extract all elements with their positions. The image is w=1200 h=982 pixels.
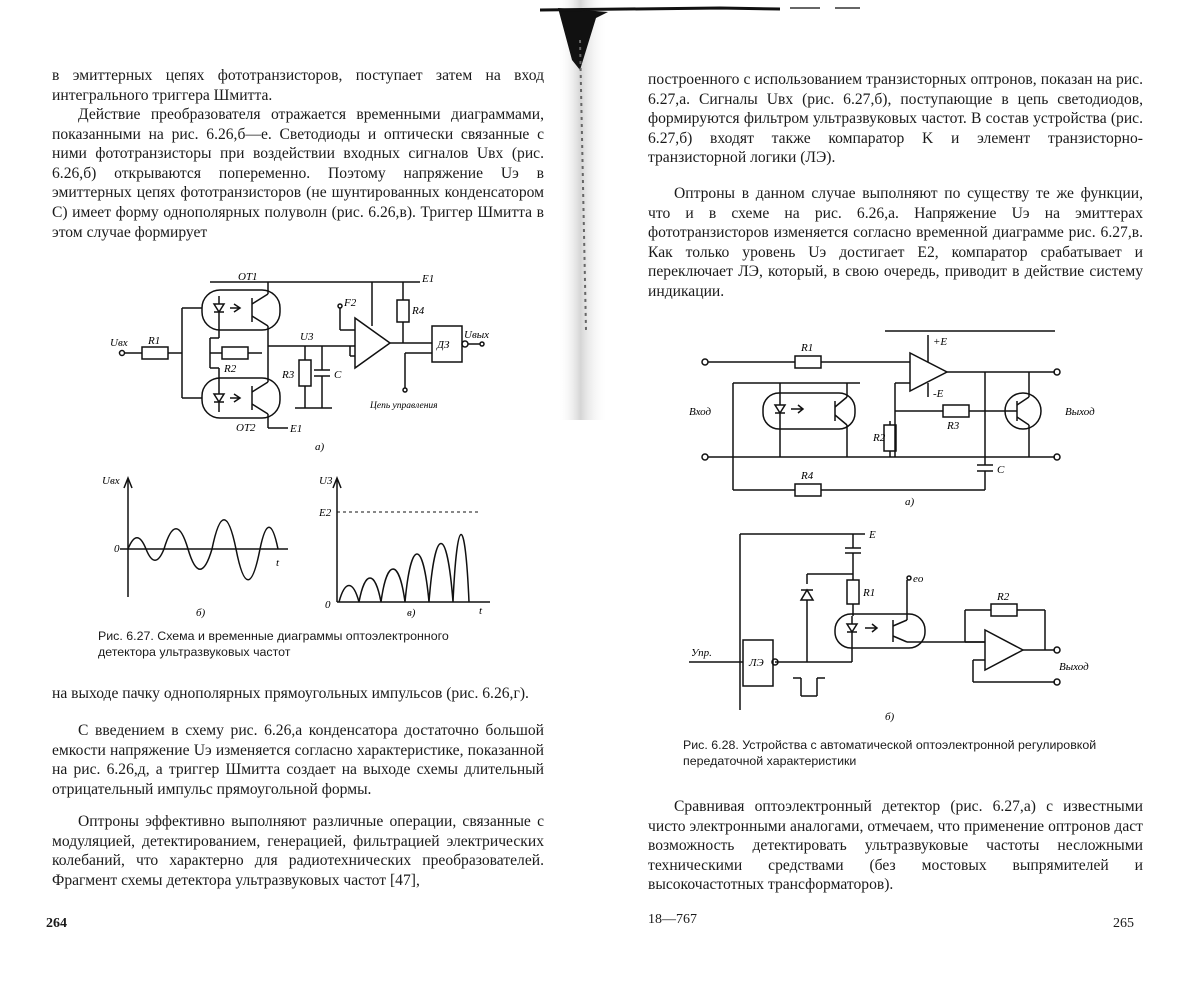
label-ot2: ОТ2 [236,422,256,434]
label-r4: R4 [412,305,425,317]
fig628a-sub: а) [905,496,915,508]
figure-6-27-graph-b [100,472,295,622]
label-uvx: Uвх [110,337,128,349]
figure-6-28a-schematic [685,325,1115,510]
fig628b-r2: R2 [997,591,1010,603]
graph-b-t: t [276,557,280,569]
fig628b-sub: б) [885,711,895,723]
left-paragraph-1: в эмиттерных цепях фототранзисторов, поступает затем на вход интегрального триггера Шмитта. [52,67,544,104]
fig628a-output-label: Выход [1065,406,1095,418]
figure-6-28b-schematic [685,520,1115,725]
label-r2: R2 [224,363,237,375]
fig628a-input-label: Вход [689,406,712,418]
right-paragraph-1: построенного с использованием транзисторных оптронов, показан на рис. 6.27,а. Сигналы Uвх (рис. 6.27,б), поступающие в цепь светодиодов, формируются фильтром ультразвуковых частот. В состав устройства (рис. 6.27,б) входят также компаратор K и элемент транзисторно-транзисторной логики (ЛЭ). [648,71,1143,167]
label-ot1: ОТ1 [238,271,258,283]
graph-v-e2: E2 [319,507,332,519]
figure-6-27-schematic [110,268,510,458]
fig628b-le: ЛЭ [749,657,764,669]
label-dd: ДЗ [437,339,450,351]
top-edge-shadow [540,0,870,20]
fig628b-e: E [869,529,876,541]
label-e1-bottom: E1 [290,423,303,435]
graph-b-zero: 0 [114,543,120,555]
left-paragraph-5: Оптроны эффективно выполняют различные операции, связанные с модуляцией, детектированием, генерацией, фильтрацией электрических колебаний, что характерно для радиотехнических преобразователей. Фрагмент схемы детектора ультразвуковых частот [47], [52,813,544,889]
left-page-number: 264 [46,916,67,931]
graph-v-y-label: U3 [319,475,333,487]
fig628a-r3: R3 [947,420,960,432]
right-page-number: 265 [1113,916,1134,931]
label-u3: U3 [300,331,314,343]
label-r3: R3 [282,369,295,381]
fig628b-eo: eo [913,573,924,585]
left-paragraph-3: на выходе пачку однополярных прямоугольных импульсов (рис. 6.26,г). [52,685,529,702]
figure-6-27-caption: Рис. 6.27. Схема и временные диаграммы оптоэлектронного детектора ультразвуковых частот [98,629,449,659]
figure-6-28-caption: Рис. 6.28. Устройства с автоматической оптоэлектронной регулировкой передаточной характеристики [683,738,1097,768]
fig628b-output: Выход [1059,661,1089,673]
graph-b-sub: б) [196,607,206,619]
label-f2: F2 [344,297,357,309]
figure-6-27-graph-v [315,472,500,622]
left-paragraph-4: С введением в схему рис. 6.26,а конденсатора достаточно большой емкости напряжение Uэ изменяется согласно характеристике, показанной на рис. 6.26,д, а триггер Шмитта создает на выходе схемы длительный отрицательный импульс прямоугольной формы. [52,722,544,798]
graph-b-y-label: Uвх [102,475,120,487]
label-c: C [334,369,342,381]
fig628a-minus-e: -E [933,388,944,400]
label-r1: R1 [148,335,161,347]
fig628a-r4: R4 [801,470,814,482]
book-spine-shadow [558,0,608,982]
fig628a-plus-e: +E [933,336,948,348]
graph-v-zero: 0 [325,599,331,611]
fig628a-r2: R2 [873,432,886,444]
label-uvyx: Uвых [464,329,490,341]
fig628b-r1: R1 [863,587,876,599]
fig628a-c: C [997,464,1005,476]
label-sub-a: а) [315,441,325,453]
graph-v-sub: в) [407,607,416,619]
right-paragraph-2: Оптроны в данном случае выполняют по существу те же функции, что и в схеме на рис. 6.26,а. Напряжение Uэ на эмиттерах фототранзисторов изменяется согласно временной диаграмме рис. 6.27,в. Как только уровень Uэ достигает E2, компаратор срабатывает и переключает ЛЭ, который, в свою очередь, приводит в действие систему индикации. [648,185,1143,300]
fig628a-r1: R1 [801,342,814,354]
graph-v-t: t [479,605,483,617]
label-control-chain: Цепь управления [370,401,438,411]
fig628b-control: Упр. [691,647,712,659]
left-paragraph-2: Действие преобразователя отражается временными диаграммами, показанными на рис. 6.26,б—е. Светодиоды и оптически связанные с ними фототранзисторы при воздействии входных сигналов Uвх (рис. 6.26,б) открываются попеременно. Поэтому напряжение Uэ в эмиттерных цепях фототранзисторов (не шунтированных конденсатором C) имеет форму однополярных полуволн (рис. 6.26,в). Триггер Шмитта в этом случае формирует [52,106,544,241]
label-e1-top: E1 [422,273,435,285]
signature-mark: 18—767 [648,912,697,927]
right-paragraph-3: Сравнивая оптоэлектронный детектор (рис. 6.27,а) с известными чисто электронными аналогами, отмечаем, что применение оптронов даст возможность детектировать ультразвуковые частоты несложными техническими средствами (без мостовых выпрямителей и высокочастотных трансформаторов). [648,798,1143,894]
